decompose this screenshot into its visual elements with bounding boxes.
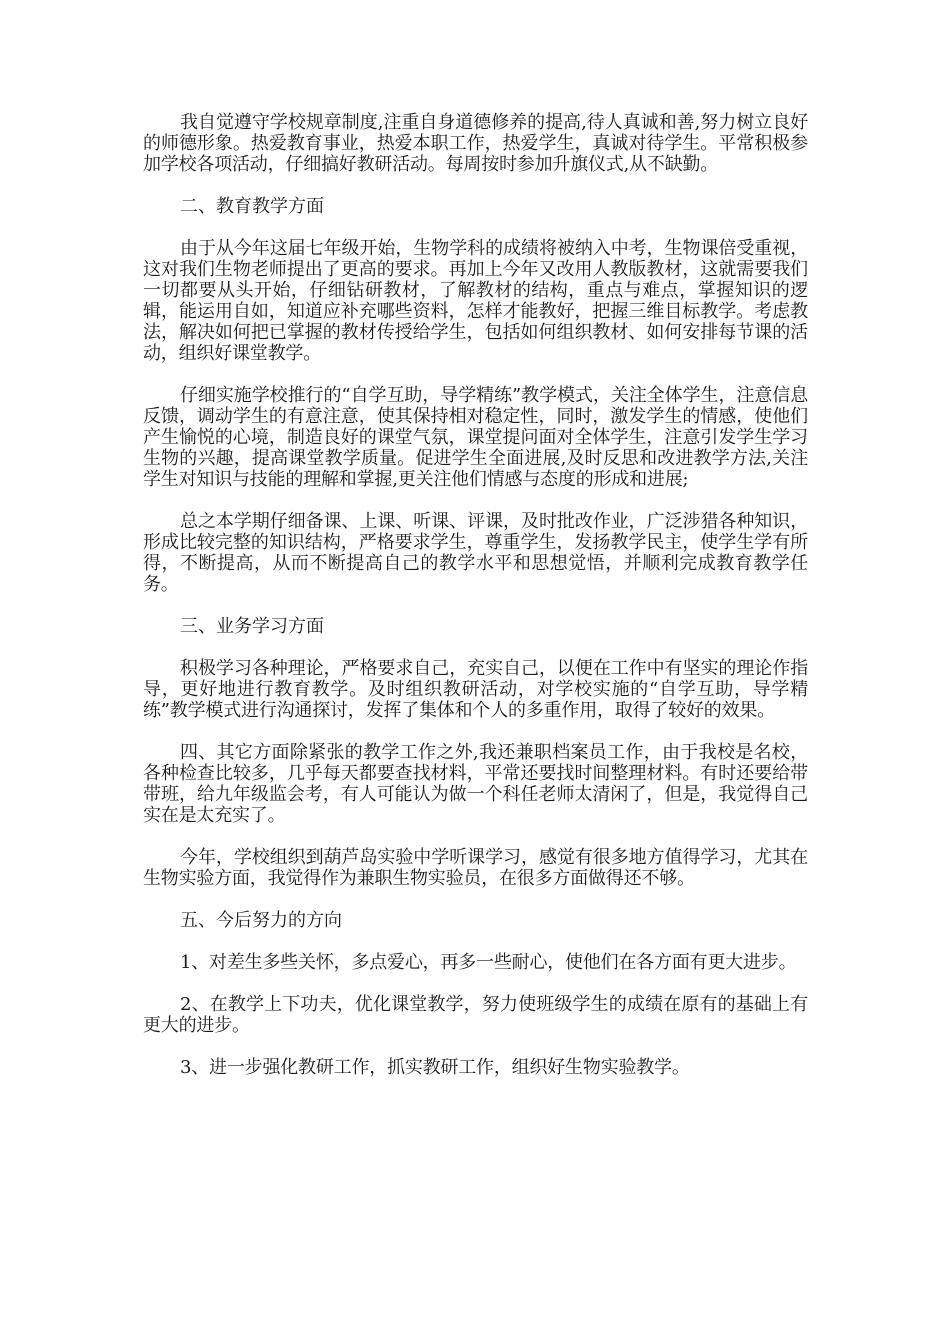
paragraph-conduct: 我自觉遵守学校规章制度,注重自身道德修养的提高,待人真诚和善,努力树立良好的师德形象。热爱教育事业，热爱本职工作，热爱学生，真诚对待学生。平常积极参加学校各项活动，仔细搞好教研活动。每周按时参加升旗仪式,从不缺勤。 xyxy=(143,112,808,175)
list-item-future-3: 3、进一步强化教研工作，抓实教研工作，组织好生物实验教学。 xyxy=(180,1057,690,1078)
document-body xyxy=(143,112,808,1099)
paragraph-teaching-materials: 由于从今年这届七年级开始，生物学科的成绩将被纳入中考，生物课倍受重视，这对我们生物老师提出了更高的要求。再加上今年又改用人教版教材，这就需要我们一切都要从头开始，仔细钻研教材，了解教材的结构，重点与难点，掌握知识的逻辑，能运用自如，知道应补充哪些资料，怎样才能教好，把握三维目标教学。考虑教法，解决如何把已掌握的教材传授给学生，包括如何组织教材、如何安排每节课的活动，组织好课堂教学。 xyxy=(143,238,808,364)
list-item-future-1: 1、对差生多些关怀，多点爱心，再多一些耐心，使他们在各方面有更大进步。 xyxy=(180,952,797,973)
paragraph-teaching-model: 仔细实施学校推行的“自学互助，导学精练”教学模式，关注全体学生，注意信息反馈，调动学生的有意注意，使其保持相对稳定性，同时，激发学生的情感，使他们产生愉悦的心境，制造良好的课堂气氛，课堂提问面对全体学生，注意引发学生学习生物的兴趣，提高课堂教学质量。促进学生全面进展,及时反思和改进教学方法,关注学生对知识与技能的理解和掌握,更关注他们情感与态度的形成和进展; xyxy=(143,385,808,490)
paragraph-other-work: 四、其它方面除紧张的教学工作之外,我还兼职档案员工作，由于我校是名校，各种检查比较多，几乎每天都要查找材料，平常还要找时间整理材料。有时还要给带带班，给九年级监会考，有人可能认为做一个科任老师太清闲了，但是，我觉得自己实在是太充实了。 xyxy=(143,742,808,826)
section-heading-teaching: 二、教育教学方面 xyxy=(180,196,324,217)
section-heading-study: 三、业务学习方面 xyxy=(180,616,324,637)
paragraph-teaching-summary: 总之本学期仔细备课、上课、听课、评课，及时批改作业，广泛涉猎各种知识，形成比较完整的知识结构，严格要求学生，尊重学生，发扬教学民主，使学生学有所得，不断提高，从而不断提高自己的教学水平和思想觉悟，并顺利完成教育教学任务。 xyxy=(143,511,808,595)
paragraph-study: 积极学习各种理论，严格要求自己，充实自己，以便在工作中有坚实的理论作指导，更好地进行教育教学。及时组织教研活动，对学校实施的“自学互助，导学精练”教学模式进行沟通探讨，发挥了集体和个人的多重作用，取得了较好的效果。 xyxy=(143,658,808,721)
paragraph-visit: 今年，学校组织到葫芦岛实验中学听课学习，感觉有很多地方值得学习，尤其在生物实验方面，我觉得作为兼职生物实验员，在很多方面做得还不够。 xyxy=(143,847,808,889)
section-heading-future: 五、今后努力的方向 xyxy=(180,910,342,931)
list-item-future-2: 2、在教学上下功夫，优化课堂教学，努力使班级学生的成绩在原有的基础上有更大的进步。 xyxy=(143,994,808,1036)
